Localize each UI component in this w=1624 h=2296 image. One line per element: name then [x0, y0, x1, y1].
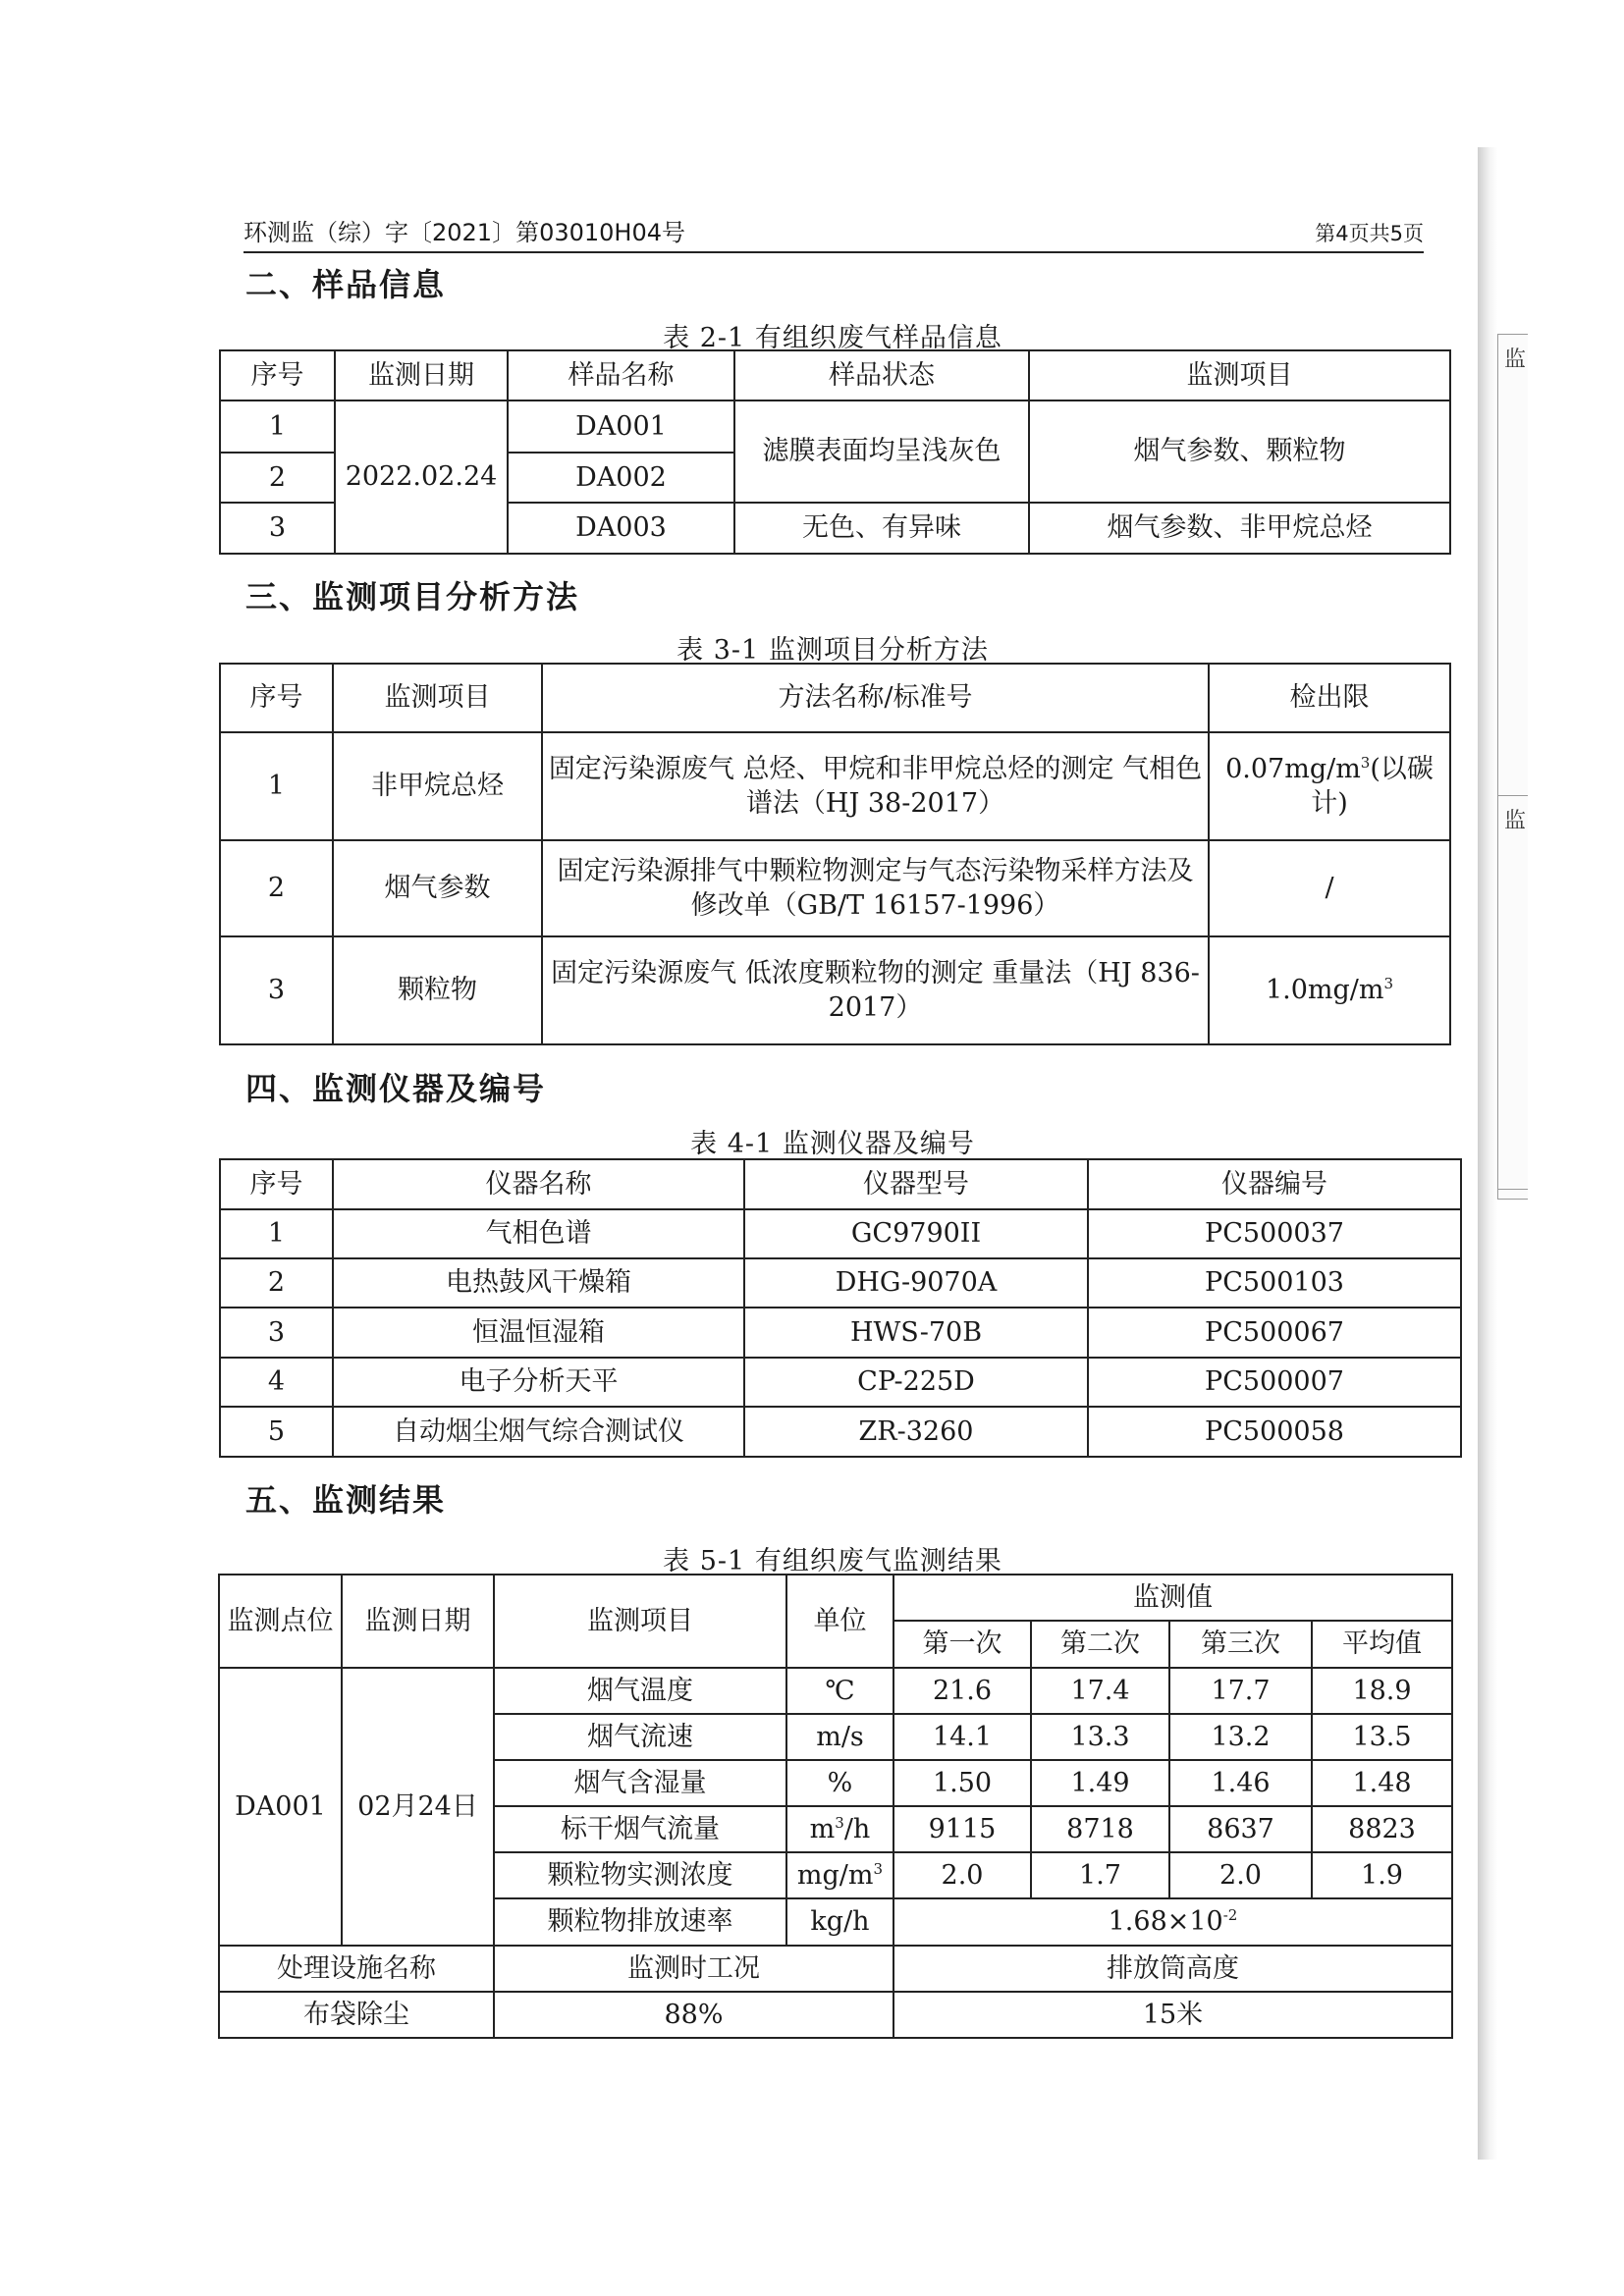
- table-cell: 1: [220, 1209, 333, 1258]
- table-cell: DA001: [219, 1668, 342, 1946]
- superscript: -2: [1222, 1906, 1238, 1925]
- table-cell: 烟气流速: [494, 1714, 786, 1760]
- section-title-methods: 三、监测项目分析方法: [245, 578, 580, 615]
- results-table: [218, 1574, 1453, 2039]
- header-cell: 仪器编号: [1088, 1159, 1461, 1209]
- superscript: 3: [1383, 975, 1394, 993]
- header-cell: 单位: [786, 1575, 893, 1668]
- table-cell: 2.0: [1169, 1852, 1312, 1898]
- unit-tail: /h: [843, 1813, 871, 1844]
- table-caption: 表 4-1 监测仪器及编号: [690, 1129, 975, 1159]
- table-cell: 2: [220, 840, 333, 936]
- unit-cell: [786, 1806, 893, 1852]
- table-cell: 2022.02.24: [335, 400, 508, 554]
- header-cell: 监测项目: [1029, 350, 1450, 400]
- header-cell: 仪器名称: [333, 1159, 744, 1209]
- table-cell: 1.49: [1031, 1760, 1169, 1806]
- detection-limit-cell: [1209, 732, 1450, 840]
- table-cell: PC500037: [1088, 1209, 1461, 1258]
- table-cell: 气相色谱: [333, 1209, 744, 1258]
- table-cell: 固定污染源排气中颗粒物测定与气态污染物采样方法及修改单（GB/T 16157-1996）: [542, 840, 1209, 936]
- table-cell: m/s: [786, 1714, 893, 1760]
- header-cell: 监测日期: [342, 1575, 494, 1668]
- table-cell: %: [786, 1760, 893, 1806]
- table-cell: 1: [220, 732, 333, 840]
- table-caption: 表 5-1 有组织废气监测结果: [663, 1546, 1002, 1576]
- unit: m: [809, 1813, 836, 1844]
- table-cell: 布袋除尘: [219, 1992, 494, 2038]
- table-cell: 17.4: [1031, 1668, 1169, 1714]
- table-cell: 电子分析天平: [333, 1358, 744, 1407]
- table-cell: 颗粒物实测浓度: [494, 1852, 786, 1898]
- header-cell: 监测点位: [219, 1575, 342, 1668]
- table-cell: 无色、有异味: [734, 503, 1029, 554]
- doc-number: 环测监（综）字〔2021〕第03010H04号: [244, 219, 686, 246]
- table-cell: 1.9: [1312, 1852, 1452, 1898]
- table-cell: 非甲烷总烃: [333, 732, 542, 840]
- unit: mg/m: [796, 1859, 874, 1891]
- table-cell: 自动烟尘烟气综合测试仪: [333, 1407, 744, 1457]
- header-cell: 监测项目: [494, 1575, 786, 1668]
- analysis-method-table: [219, 663, 1451, 1045]
- header-cell: 序号: [220, 1159, 333, 1209]
- header-cell: 第二次: [1031, 1621, 1169, 1668]
- table-cell: 固定污染源废气 总烃、甲烷和非甲烷总烃的测定 气相色谱法（HJ 38-2017）: [542, 732, 1209, 840]
- table-cell: 15米: [893, 1992, 1452, 2038]
- table-cell: 13.2: [1169, 1714, 1312, 1760]
- table-cell: /: [1209, 840, 1450, 936]
- table-cell: 烟气参数: [333, 840, 542, 936]
- table-cell: 1.7: [1031, 1852, 1169, 1898]
- table-cell: PC500103: [1088, 1258, 1461, 1308]
- table-cell: 18.9: [1312, 1668, 1452, 1714]
- table-cell: CP-225D: [744, 1358, 1088, 1407]
- header-cell: 监测项目: [333, 664, 542, 732]
- table-cell: 1: [220, 400, 335, 453]
- table-cell: 4: [220, 1358, 333, 1407]
- table-cell: 02月24日: [342, 1668, 494, 1946]
- table-cell: GC9790II: [744, 1209, 1088, 1258]
- table-cell: DA003: [508, 503, 734, 554]
- table-cell: 13.5: [1312, 1714, 1452, 1760]
- header-cell: 方法名称/标准号: [542, 664, 1209, 732]
- table-cell: kg/h: [786, 1898, 893, 1946]
- header-cell: 序号: [220, 664, 333, 732]
- page-info: 第4页共5页: [1315, 222, 1424, 245]
- table-cell: 标干烟气流量: [494, 1806, 786, 1852]
- adjacent-page-char: 监: [1504, 809, 1527, 833]
- table-caption: 表 2-1 有组织废气样品信息: [663, 323, 1002, 353]
- table-cell: 颗粒物: [333, 936, 542, 1044]
- table-cell: 21.6: [893, 1668, 1031, 1714]
- table-cell: 烟气温度: [494, 1668, 786, 1714]
- table-cell: 烟气参数、颗粒物: [1029, 400, 1450, 503]
- table-cell: 1.50: [893, 1760, 1031, 1806]
- table-cell: DA002: [508, 453, 734, 503]
- table-cell: 8823: [1312, 1806, 1452, 1852]
- table-cell: 3: [220, 503, 335, 554]
- header-cell: 监测日期: [335, 350, 508, 400]
- limit-note: (以碳计): [1311, 753, 1434, 819]
- limit-value: 0.07mg/m: [1225, 753, 1361, 784]
- table-cell: 电热鼓风干燥箱: [333, 1258, 744, 1308]
- section-title-instruments: 四、监测仪器及编号: [245, 1070, 547, 1107]
- table-cell: 烟气含湿量: [494, 1760, 786, 1806]
- adjacent-page-char: 监: [1504, 347, 1527, 372]
- header-cell: 样品名称: [508, 350, 734, 400]
- unit-cell: [786, 1852, 893, 1898]
- table-cell: PC500067: [1088, 1308, 1461, 1358]
- superscript: 3: [873, 1859, 884, 1878]
- table-cell: 1.48: [1312, 1760, 1452, 1806]
- table-cell: PC500058: [1088, 1407, 1461, 1457]
- table-cell: ℃: [786, 1668, 893, 1714]
- table-cell: 88%: [494, 1992, 893, 2038]
- table-cell: 17.7: [1169, 1668, 1312, 1714]
- table-cell: HWS-70B: [744, 1308, 1088, 1358]
- table-cell: DHG-9070A: [744, 1258, 1088, 1308]
- header-cell: 序号: [220, 350, 335, 400]
- header-cell: 平均值: [1312, 1621, 1452, 1668]
- section-title-samples: 二、样品信息: [245, 266, 447, 303]
- table-cell: 监测时工况: [494, 1946, 893, 1992]
- table-cell: 2: [220, 1258, 333, 1308]
- sample-info-table: [219, 349, 1451, 555]
- table-cell: 颗粒物排放速率: [494, 1898, 786, 1946]
- header-cell: 第一次: [893, 1621, 1031, 1668]
- table-cell: 5: [220, 1407, 333, 1457]
- page-edge-shadow: [1478, 147, 1497, 2160]
- superscript: 3: [1360, 753, 1371, 772]
- table-cell: PC500007: [1088, 1358, 1461, 1407]
- superscript: 3: [835, 1813, 844, 1832]
- header-cell: 第三次: [1169, 1621, 1312, 1668]
- header-cell: 仪器型号: [744, 1159, 1088, 1209]
- table-cell: 8637: [1169, 1806, 1312, 1852]
- header-cell: 样品状态: [734, 350, 1029, 400]
- table-cell: 14.1: [893, 1714, 1031, 1760]
- table-cell: ZR-3260: [744, 1407, 1088, 1457]
- table-cell: 13.3: [1031, 1714, 1169, 1760]
- table-cell: 1.46: [1169, 1760, 1312, 1806]
- section-title-results: 五、监测结果: [245, 1481, 447, 1519]
- header-cell: 监测值: [893, 1575, 1452, 1621]
- table-cell: 烟气参数、非甲烷总烃: [1029, 503, 1450, 554]
- table-cell: 2: [220, 453, 335, 503]
- table-cell: 排放筒高度: [893, 1946, 1452, 1992]
- table-caption: 表 3-1 监测项目分析方法: [677, 635, 989, 666]
- table-cell: 9115: [893, 1806, 1031, 1852]
- table-cell: 8718: [1031, 1806, 1169, 1852]
- page-header: [244, 218, 1424, 253]
- table-cell: DA001: [508, 400, 734, 453]
- table-cell: 3: [220, 1308, 333, 1358]
- table-cell: 恒温恒湿箱: [333, 1308, 744, 1358]
- table-cell: 处理设施名称: [219, 1946, 494, 1992]
- header-cell: 检出限: [1209, 664, 1450, 732]
- limit-value: 1.0mg/m: [1265, 975, 1384, 1006]
- adjacent-page-tab: [1497, 795, 1528, 1190]
- table-cell: 固定污染源废气 低浓度颗粒物的测定 重量法（HJ 836-2017）: [542, 936, 1209, 1044]
- table-cell: 滤膜表面均呈浅灰色: [734, 400, 1029, 503]
- table-cell: 2.0: [893, 1852, 1031, 1898]
- instrument-table: [219, 1158, 1462, 1458]
- table-cell: 3: [220, 936, 333, 1044]
- emission-rate-cell: [893, 1898, 1452, 1946]
- rate-value: 1.68×10: [1108, 1906, 1223, 1938]
- detection-limit-cell: [1209, 936, 1450, 1044]
